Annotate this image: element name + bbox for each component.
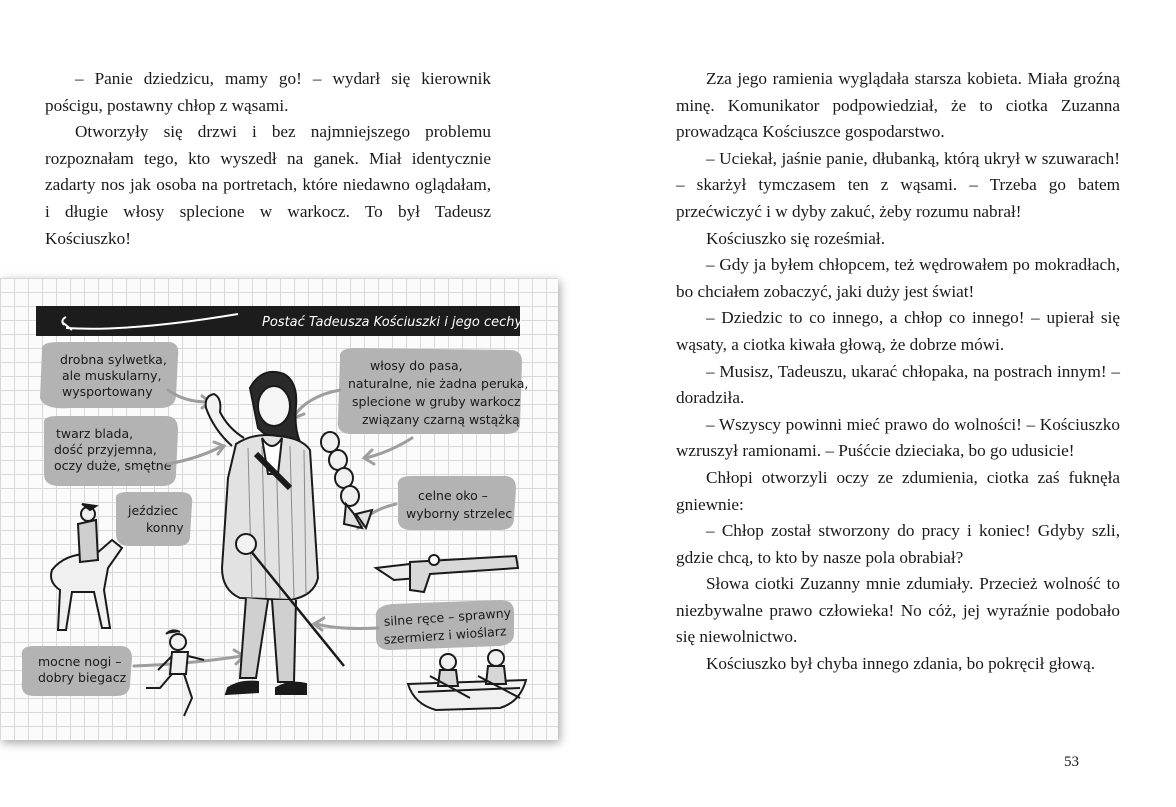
svg-text:włosy do pasa,: włosy do pasa, [370, 358, 463, 373]
label-silhouette [40, 342, 178, 408]
svg-text:ale muskularny,: ale muskularny, [62, 368, 162, 383]
paragraph: Kościuszko był chyba innego zdania, bo pokręcił głową. [706, 654, 1096, 674]
label-hair [338, 348, 529, 434]
braid-icon [321, 432, 372, 528]
svg-text:dobry biegacz: dobry biegacz [38, 670, 127, 685]
paragraph: – Wszyscy powinni mieć prawo do wolności! – Kościuszko wzruszył ramionami. – Puśćcie dzieciaka, bo go udusicie! [676, 414, 1120, 461]
running-boy-icon [146, 630, 204, 716]
paragraph: – Gdy ja byłem chłopcem, też wędrowałem po mokradłach, bo chciałem zobaczyć, jaki duży jest świat! [676, 255, 1120, 301]
paragraph: Zza jego ramienia wyglądała starsza kobieta. Miała groźną minę. Komunikator podpowiedział, że to ciotka Zuzanna prowadząca Kościuszce gospodarstwo. [676, 69, 1120, 142]
svg-text:konny: konny [146, 520, 184, 535]
label-rider [116, 492, 193, 546]
label-face [44, 416, 178, 486]
left-page-text [45, 66, 491, 252]
svg-text:wysportowany: wysportowany [62, 384, 153, 399]
horse-rider-icon [51, 504, 122, 630]
svg-text:silne ręce – sprawny: silne ręce – sprawny [383, 605, 512, 629]
svg-text:oczy duże, smętne: oczy duże, smętne [54, 458, 172, 473]
svg-text:szermierz i wioślarz: szermierz i wioślarz [383, 623, 507, 647]
paragraph: – Panie dziedzicu, mamy go! – wydarł się kierownik pościgu, postawny chłop z wąsami. [45, 69, 491, 115]
svg-text:wyborny strzelec: wyborny strzelec [406, 506, 513, 521]
pistol-icon [376, 555, 518, 592]
rowing-boat-icon [408, 650, 526, 710]
page-number: 53 [1064, 754, 1079, 770]
right-page-text [676, 66, 1120, 678]
paragraph: – Chłop został stworzony do pracy i koniec! Gdyby szli, gdzie chcą, to kto by nasze pola obrabiał? [676, 521, 1120, 567]
svg-text:drobna sylwetka,: drobna sylwetka, [60, 352, 167, 367]
svg-text:splecione w gruby warkocz: splecione w gruby warkocz [352, 394, 521, 409]
svg-text:związany czarną wstążką: związany czarną wstążką [362, 412, 520, 427]
paragraph: Chłopi otworzyli oczy ze zdumienia, ciotka zaś fuknęła gniewnie: [676, 467, 1120, 514]
label-legs [22, 646, 132, 696]
paragraph: Kościuszko się roześmiał. [706, 228, 885, 248]
kosciuszko-infographic [0, 278, 558, 740]
paragraph: Słowa ciotki Zuzanny mnie zdumiały. Przecież wolność to niezbywalne prawo człowieka! No cóż, jej wyraźnie podobało się niewolnictwo. [676, 574, 1120, 647]
kosciuszko-figure [206, 372, 344, 694]
svg-text:dość przyjemna,: dość przyjemna, [54, 442, 157, 457]
svg-text:naturalne, nie żadna peruka,: naturalne, nie żadna peruka, [348, 376, 529, 391]
svg-text:mocne nogi –: mocne nogi – [38, 654, 122, 669]
title-banner [36, 306, 523, 336]
label-eye [398, 476, 516, 530]
paragraph: Otworzyły się drzwi i bez najmniejszego problemu rozpoznałam tego, kto wyszedł na ganek. Miał identycznie zadarty nos jak osoba na portretach, które niedawno oglądałam, i długie włosy splecione w warkocz. To był Tadeusz Kościuszko! [45, 122, 491, 248]
label-hands [376, 600, 514, 650]
svg-text:celne oko –: celne oko – [418, 488, 488, 503]
paragraph: – Musisz, Tadeuszu, ukarać chłopaka, na postrach innym! – doradziła. [676, 361, 1120, 408]
infographic-title: Postać Tadeusza Kościuszki i jego cechy [262, 315, 523, 330]
svg-text:jeździec: jeździec [128, 503, 179, 518]
paragraph: – Uciekał, jaśnie panie, dłubanką, którą ukrył w szuwarach! – skarżył tymczasem ten z wąsami. – Trzeba go batem przećwiczyć i w dyby zakuć, żeby rozumu nabrał! [676, 148, 1120, 221]
paragraph: – Dziedzic to co innego, a chłop co innego! – upierał się wąsaty, a ciotka kiwała głową, że dobrze mówi. [676, 308, 1120, 354]
svg-text:twarz blada,: twarz blada, [56, 426, 134, 441]
